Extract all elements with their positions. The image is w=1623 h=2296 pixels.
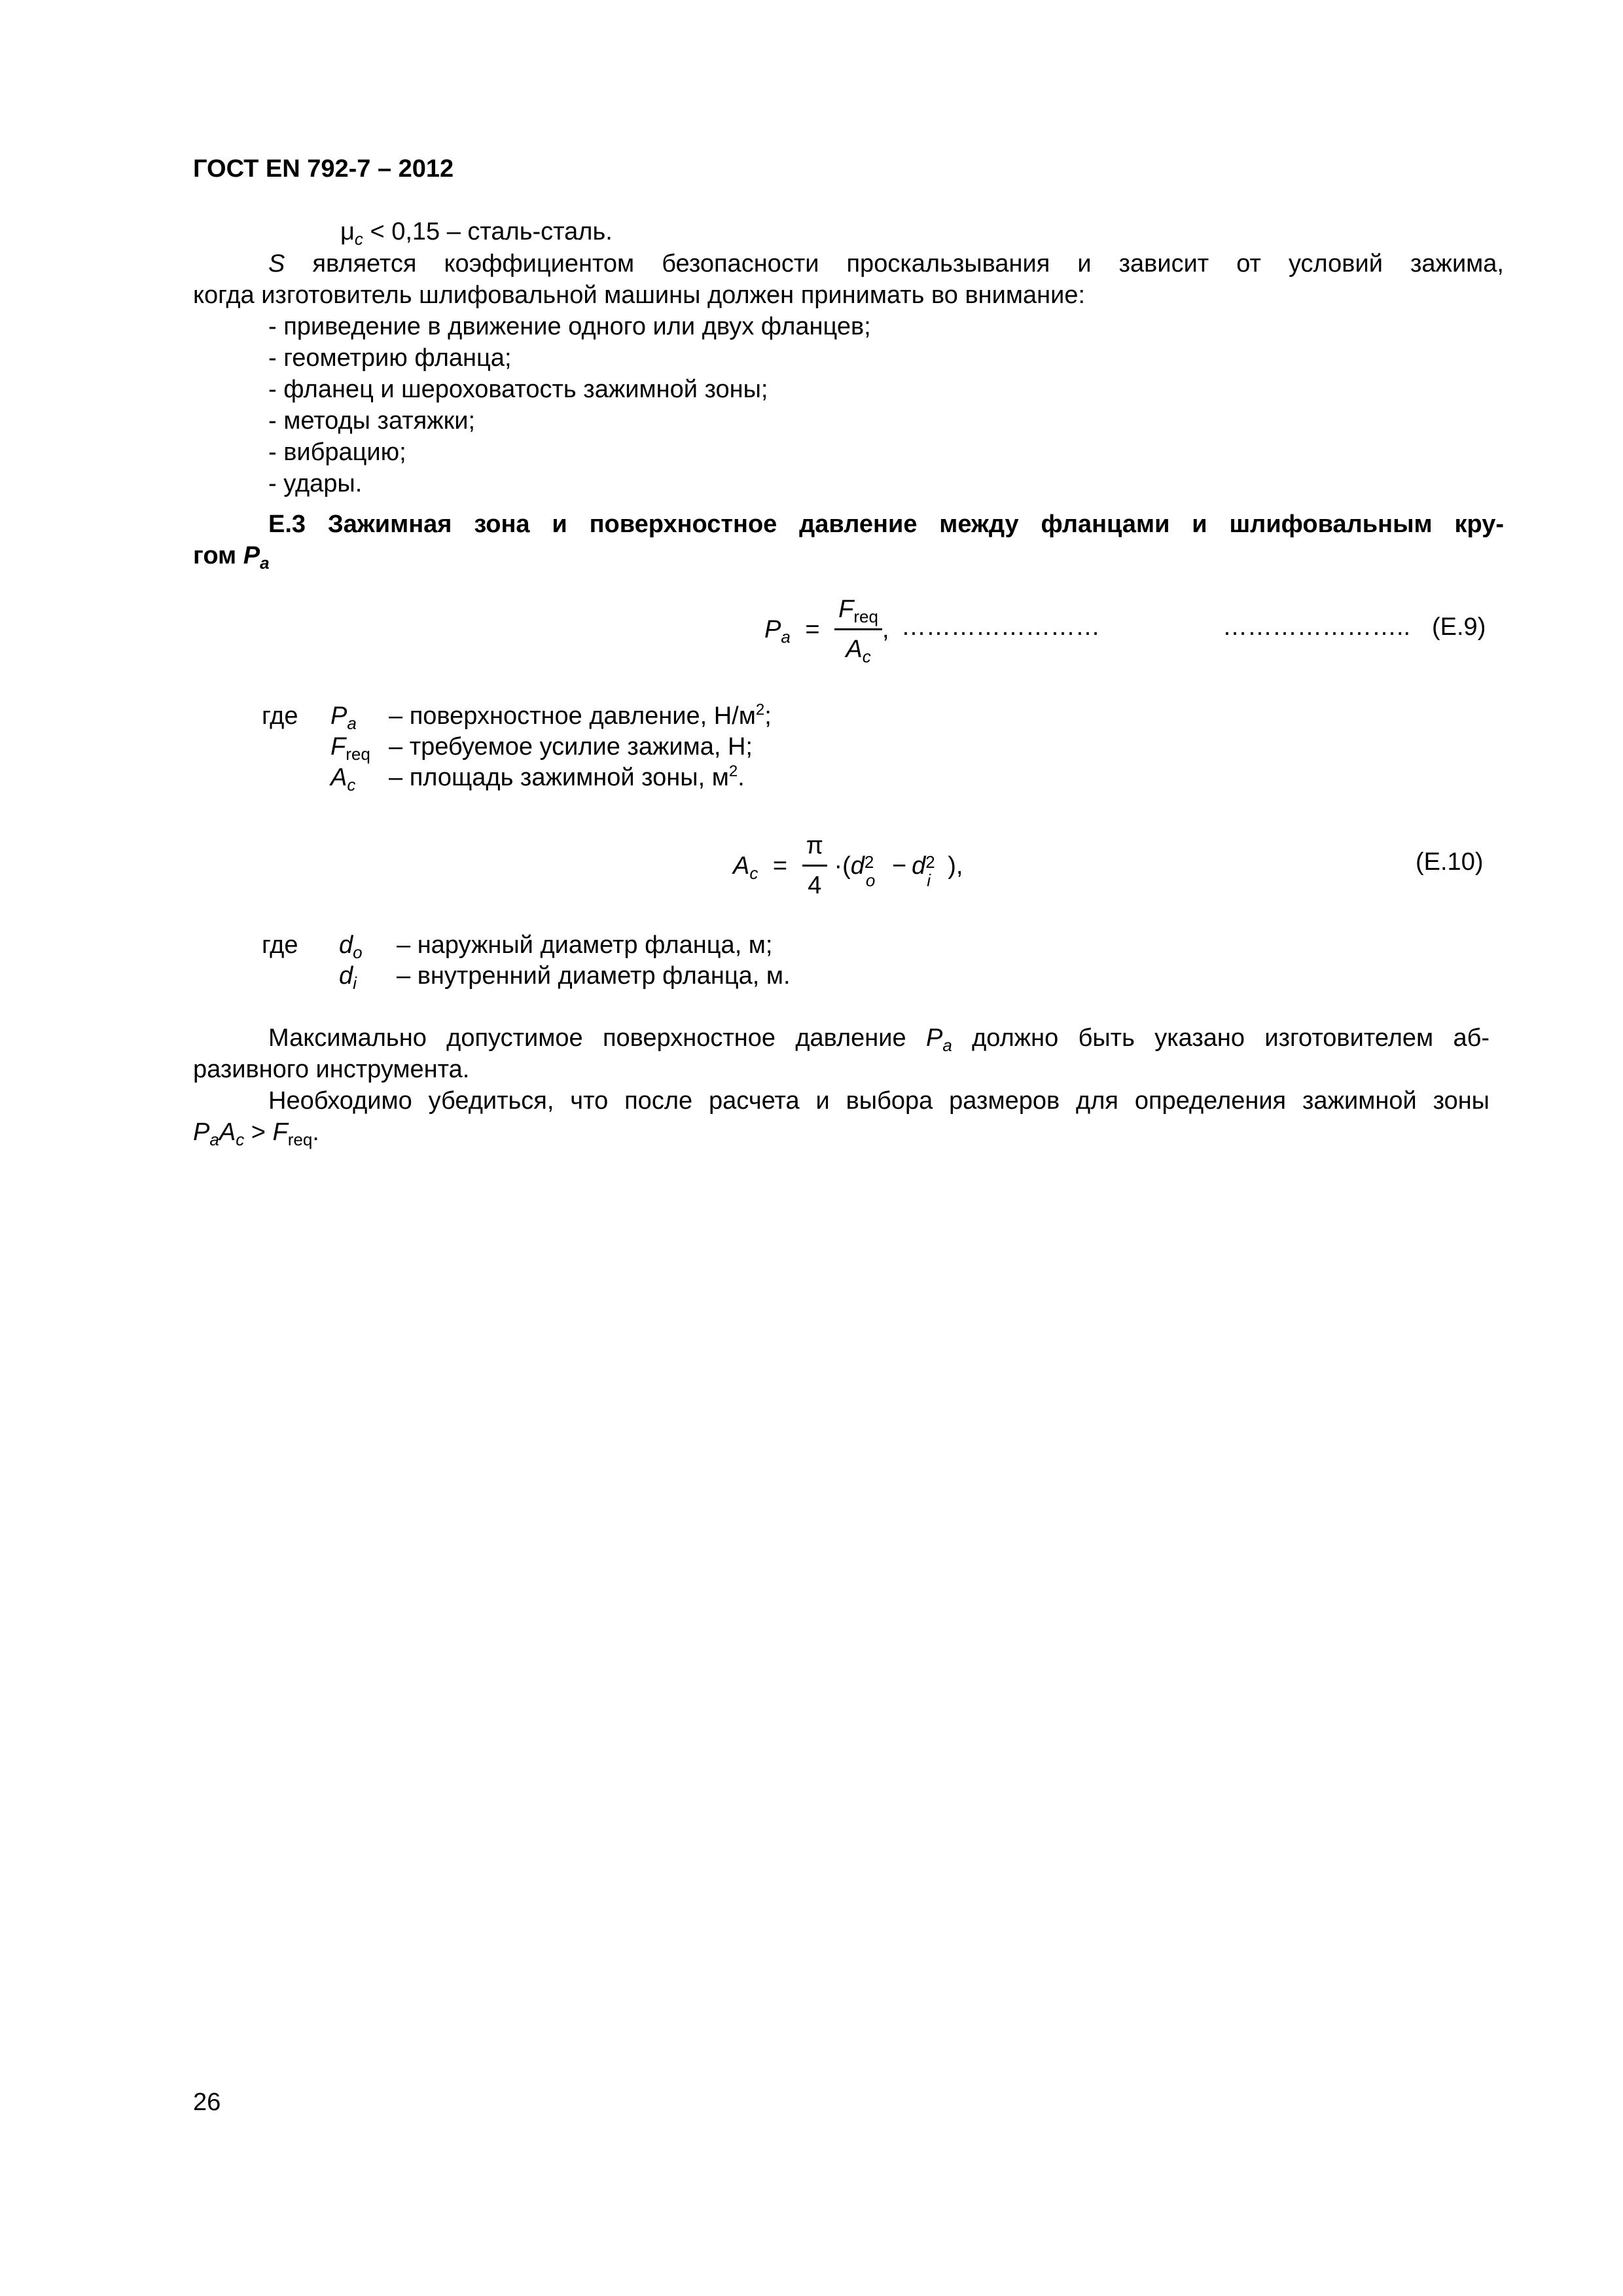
paragraph-verify: Необходимо убедиться, что после расчета и выбора размеров для определения зажимной зоны (268, 1087, 1489, 1115)
list-item: - фланец и шероховатость зажимной зоны; (268, 376, 768, 403)
list-item: - геометрию фланца; (268, 344, 512, 372)
variable-description: – внутренний диаметр фланца, м. (397, 962, 791, 990)
s-symbol: S (268, 250, 285, 278)
paragraph-max-pressure: Максимально допустимое поверхностное давление $P_a$ должно быть указано изготовителем аб- (268, 1024, 1489, 1055)
equation-dots: …………………… (901, 613, 1100, 641)
variable-description: – требуемое усилие зажима, Н; (389, 733, 753, 761)
equation-e10: $A_c$ = $\frac{\pi}{4}$ ·(d 2 o − d 2 i ), (733, 828, 963, 903)
equation-number: (E.10) (1416, 848, 1484, 876)
list-item: - вибрацию; (268, 439, 406, 466)
variable-symbol: $d_o$ (339, 931, 363, 962)
variable-symbol: $F_{req}$ (330, 733, 370, 764)
document-id-header: ГОСТ EN 792-7 – 2012 (193, 155, 454, 183)
equation-e9: $P_a$ = $\frac{F_{req}}{A_c}$ , (764, 592, 889, 667)
list-item: - методы затяжки; (268, 407, 476, 435)
mu-symbol: μ (340, 218, 355, 245)
where-word: где (262, 931, 298, 959)
paragraph-max-pressure-line-2: разивного инструмента. (193, 1056, 470, 1083)
variable-description: – площадь зажимной зоны, $м^2$. (389, 762, 745, 791)
variable-description: – наружный диаметр фланца, м; (397, 931, 773, 959)
variable-symbol: $P_a$ (330, 702, 357, 733)
page-number: 26 (193, 2089, 221, 2116)
equation-dots: ………………….. (1222, 613, 1411, 641)
section-heading: Е.3 Зажимная зона и поверхностное давление между фланцами и шлифовальным кру- (268, 511, 1504, 538)
friction-coefficient-line: $\mu_c < 0,15$ – сталь-сталь. (340, 218, 613, 249)
equation-number: (E.9) (1432, 613, 1486, 641)
variable-description: – поверхностное давление, $Н/м^2$; (389, 701, 772, 730)
variable-symbol: $A_c$ (330, 764, 356, 795)
list-item: - приведение в движение одного или двух фланцев; (268, 313, 871, 340)
where-word: где (262, 702, 298, 730)
fraction: $\frac{F_{req}}{A_c}$ (834, 592, 882, 667)
list-item: - удары. (268, 470, 363, 497)
section-heading-line-2: гом $P_a$ (193, 542, 270, 573)
safety-factor-line: S является коэффициентом безопасности проскальзывания и зависит от условий зажима, (268, 250, 1504, 278)
variable-symbol: $d_i$ (339, 962, 357, 993)
safety-factor-line-2: когда изготовитель шлифовальной машины должен принимать во внимание: (193, 281, 1086, 309)
paragraph-verify-line-2: $P_aA_c > F_{req}$. (193, 1119, 319, 1149)
fraction: $\frac{\pi}{4}$ (802, 828, 827, 903)
